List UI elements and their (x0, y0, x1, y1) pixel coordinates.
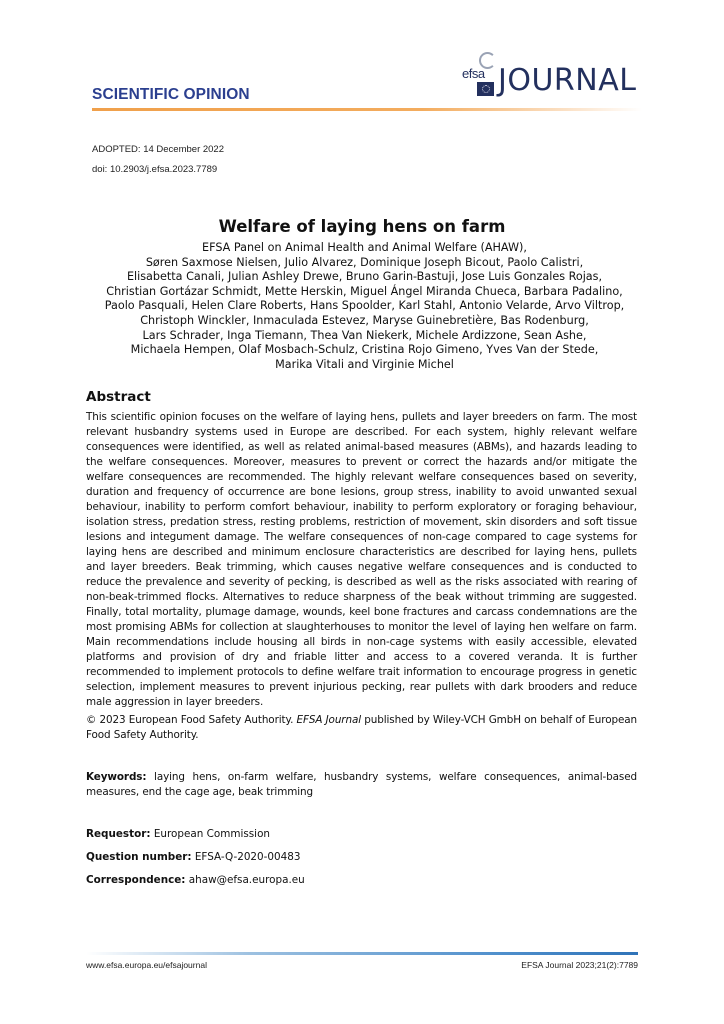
copyright-suffix: published by Wiley-VCH GmbH on behalf of European Food Safety Authority. (86, 714, 637, 741)
author-line: Michaela Hempen, Olaf Mosbach-Schulz, Cristina Rojo Gimeno, Yves Van der Stede, (130, 343, 599, 357)
logo-prefix: efsa (462, 66, 485, 81)
author-list (92, 241, 637, 372)
question-number-label: Question number: (86, 851, 192, 863)
author-line: Elisabetta Canali, Julian Ashley Drewe, Bruno Garin-Bastuji, Jose Luis Gonzales Rojas, (126, 270, 603, 284)
author-line: Marika Vitali and Virginie Michel (275, 357, 454, 371)
footer-rule (86, 952, 638, 955)
question-number (86, 851, 300, 863)
page-title: Welfare of laying hens on farm (218, 217, 506, 236)
footer-citation: EFSA Journal 2023;21(2):7789 (521, 960, 638, 970)
logo-name: JOURNAL (498, 63, 637, 98)
efsa-logo-icon (462, 50, 496, 100)
requestor-value: European Commission (150, 828, 271, 840)
keywords (86, 770, 637, 800)
keywords-value: laying hens, on-farm welfare, husbandry systems, welfare consequences, animal-based measures, end the cage age, beak trimming (86, 771, 637, 798)
header-rule (92, 108, 642, 111)
doi: doi: 10.2903/j.efsa.2023.7789 (92, 164, 218, 175)
keywords-label: Keywords: (86, 771, 147, 783)
correspondence-label: Correspondence: (86, 874, 186, 886)
section-label: SCIENTIFIC OPINION (92, 86, 250, 103)
abstract-body: This scientific opinion focuses on the welfare of laying hens, pullets and layer breeders on farm. The most relevant husbandry systems used in Europe are described. For each system, highly relevant welfare consequences were identified, as well as related animal-based measures (ABMs), and hazards leading to the welfare consequences. Moreover, measures to prevent or correct the hazards and/or mitigate the welfare consequences are recommended. The highly relevant welfare consequences based on severity, duration and frequency of occurrence are bone lesions, group stress, inability to avoid unwanted sexual behaviour, inability to perform comfort behaviour, inability to perform exploratory or foraging behaviour, isolation stress, predation stress, resting problems, restriction of movement, skin disorders and soft tissue lesions and integument damage. The welfare consequences of non-cage compared to cage systems for laying hens are described and minimum enclosure characteristics are described for laying hens, pullets and layer breeders. Beak trimming, which causes negative welfare consequences and is conducted to reduce the prevalence and severity of pecking, is described as well as the risks associated with rearing of non-beak-trimmed flocks. Alternatives to reduce sharpness of the beak without trimming are suggested. Finally, total mortality, plumage damage, wounds, keel bone fractures and carcass condemnations are the most promising ABMs for collection at slaughterhouses to monitor the level of laying hen welfare on farm. Main recommendations include housing all birds in non-cage systems with easily accessible, elevated platforms and provision of dry and friable litter and access to a covered veranda. It is further recommended to implement protocols to define welfare trait information to encourage progress in genetic selection, implement measures to prevent injurious pecking, rear pullets with dark brooders and reduce male aggression in layer breeders. (86, 411, 637, 708)
copyright-prefix: © 2023 European Food Safety Authority. (86, 714, 297, 726)
adopted-date: ADOPTED: 14 December 2022 (92, 144, 225, 155)
copyright-notice (86, 713, 637, 743)
footer-url-link[interactable]: www.efsa.europa.eu/efsajournal (86, 960, 207, 970)
efsa-journal-logo (462, 44, 636, 100)
question-number-value: EFSA-Q-2020-00483 (191, 851, 301, 863)
correspondence-email-link[interactable]: ahaw@efsa.europa.eu (185, 874, 305, 886)
author-line: Søren Saxmose Nielsen, Julio Alvarez, Dominique Joseph Bicout, Paolo Calistri, (145, 255, 584, 269)
author-line: Lars Schrader, Inga Tiemann, Thea Van Niekerk, Michele Ardizzone, Sean Ashe, (142, 328, 587, 342)
abstract-heading: Abstract (86, 389, 151, 405)
eu-flag-icon (477, 82, 494, 96)
author-line: EFSA Panel on Animal Health and Animal Welfare (AHAW), (202, 241, 527, 254)
correspondence (86, 874, 305, 886)
requestor (86, 828, 270, 840)
journal-name: EFSA Journal (296, 714, 362, 726)
author-line: Paolo Pasquali, Helen Clare Roberts, Hans Spoolder, Karl Stahl, Antonio Velarde, Arvo Viltrop, (104, 299, 625, 313)
requestor-label: Requestor: (86, 828, 151, 840)
author-line: Christian Gortázar Schmidt, Mette Herskin, Miguel Ángel Miranda Chueca, Barbara Padalino, (106, 284, 623, 298)
author-line: Christoph Winckler, Inmaculada Estevez, Maryse Guinebretière, Bas Rodenburg, (140, 313, 589, 327)
